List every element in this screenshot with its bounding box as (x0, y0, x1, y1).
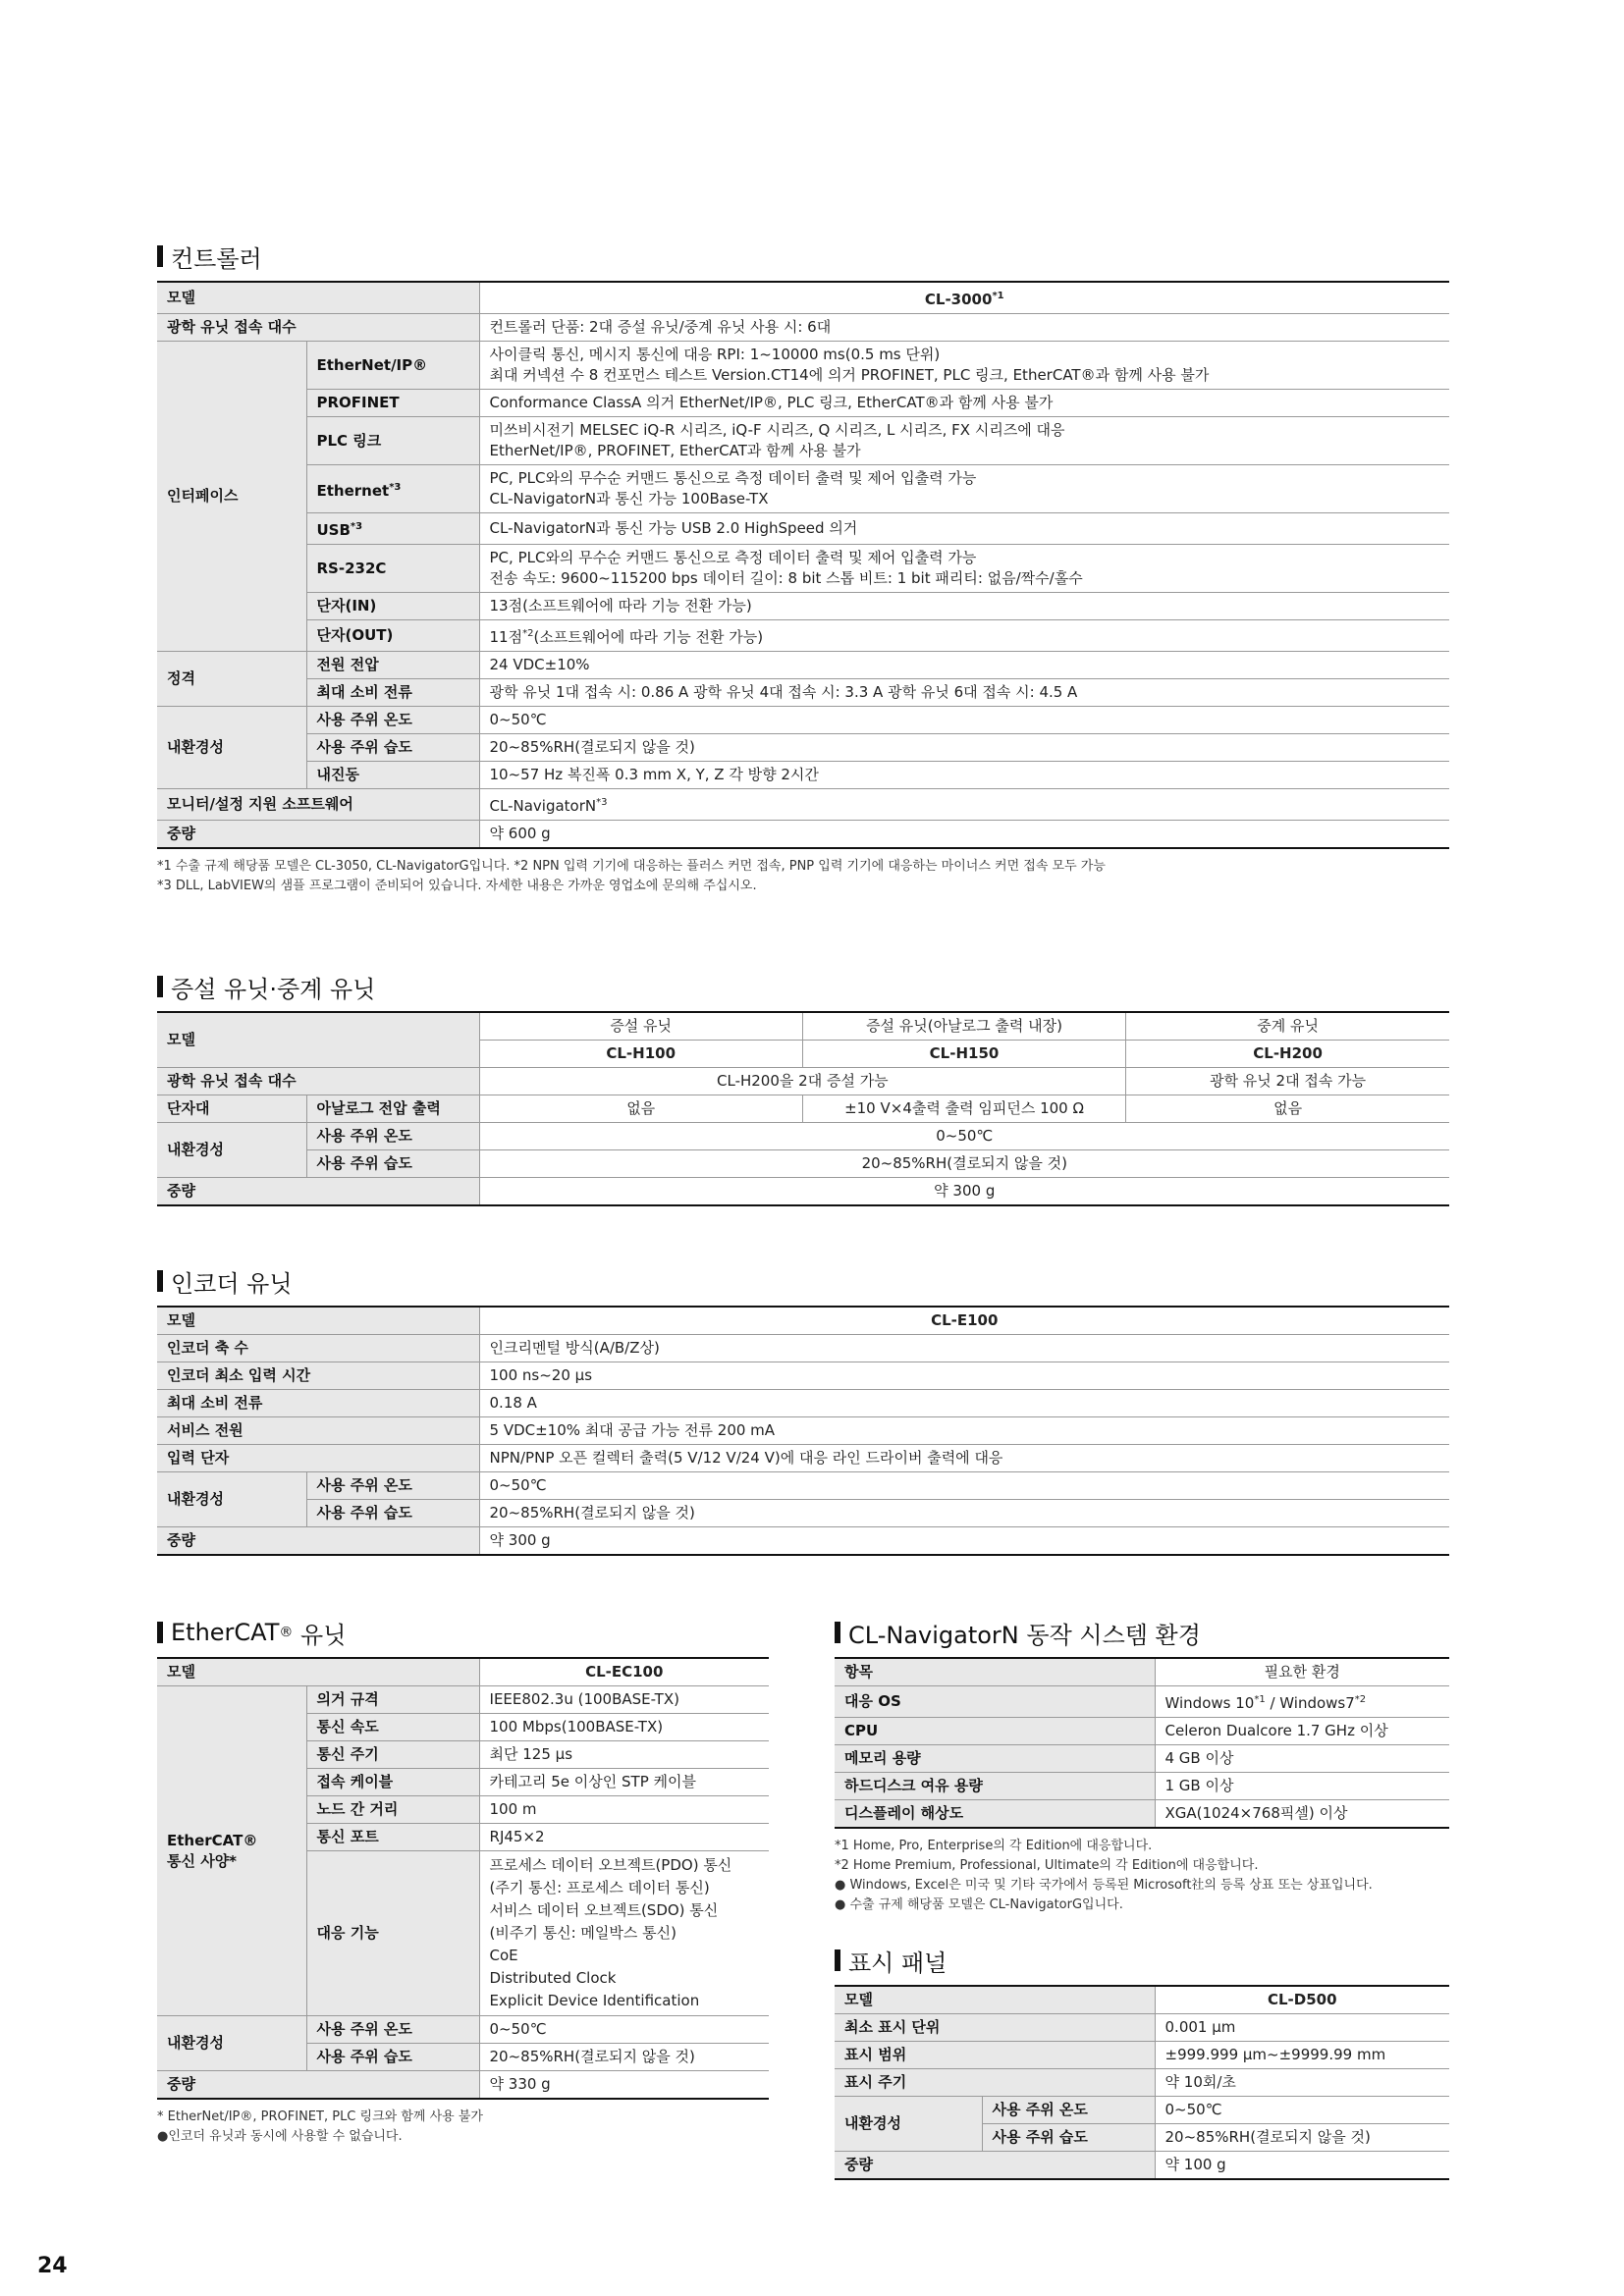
controller-notes: *1 수출 규제 해당품 모델은 CL-3050, CL-NavigatorG입니다. *2 NPN 입력 기기에 대응하는 플러스 커먼 접속, PNP 입력 기기에 대응하는 마이너스 커먼 접속 모두 가능 *3 DLL, LabVIEW의 샘플 프로그램이 준비되어 있습니다. 자세한 내용은 가까운 영업소에 문의해 주십시오. (157, 859, 1106, 893)
controller-title: 컨트롤러 (157, 241, 1449, 271)
encoder-title: 인코더 유닛 (157, 1266, 1449, 1296)
expansion-section (157, 972, 1449, 1206)
ethercat-section (157, 1618, 769, 2147)
ethercat-title: EtherCAT ® 유닛 (157, 1618, 769, 1647)
ethercat-notes: * EtherNet/IP®, PROFINET, PLC 링크와 함께 사용 불가 ●인코더 유닛과 동시에 사용할 수 없습니다. (157, 2109, 483, 2144)
navigator-section (835, 1618, 1449, 1915)
encoder-section (157, 1266, 1449, 1556)
display-panel-title: 표시 패널 (835, 1946, 1449, 1975)
title-bar (157, 245, 163, 267)
display-panel-table: 모델 CL-D500 최소 표시 단위 0.001 μm 표시 범위 ±999.999 μm~±9999.99 mm 표시 주기 약 10회/초 내환경성 사용 주위 온도 0~50℃ 사용 주위 습도 20~85%RH(결로되지 않을 것) 중량 약 100 g (835, 1985, 1449, 2180)
encoder-table: 모델 CL-E100 인코더 축 수 인크리멘털 방식(A/B/Z상) 인코더 최소 입력 시간 100 ns~20 μs 최대 소비 전류 0.18 A 서비스 전원 5 VDC±10% 최대 공급 가능 전류 200 mA 입력 단자 NPN/PNP 오픈 컬렉터 출력(5 V/12 V/24 V)에 대응 라인 드라이버 출력에 대응 내환경성 사용 주위 온도 0~50℃ 사용 주위 습도 20~85%RH(결로되지 않을 것) 중량 약 300 g (157, 1306, 1449, 1556)
model-label: 모델 (157, 282, 479, 314)
expansion-table: 모델 증설 유닛 증설 유닛(아날로그 출력 내장) 중계 유닛 CL-H100 CL-H150 CL-H200 광학 유닛 접속 대수 CL-H200을 2대 증설 가능 광학 유닛 2대 접속 가능 단자대 아날로그 전압 출력 없음 ±10 V×4출력 출력 임피던스 100 Ω 없음 내환경성 사용 주위 온도 0~50℃ 사용 주위 습도 20~85%RH(결로되지 않을 것) 중량 약 300 g (157, 1011, 1449, 1206)
ethercat-table: 모델 CL-EC100 EtherCAT® 통신 사양* 의거 규격 IEEE802.3u (100BASE-TX) 통신 속도 100 Mbps(100BASE-TX) 통신 주기 최단 125 μs 접속 케이블 카테고리 5e 이상인 STP 케이블 노드 간 거리 100 m 통신 포트 RJ45×2 대응 기능 프로세스 데이터 오브젝트(PDO) 통신 (주기 통신: 프로세스 데이터 통신) 서비스 데이터 오브젝트(SDO) 통신 (비주기 통신: 메일박스 통신) CoE Distributed Clock Explicit Device Identification 내환경성 사용 주위 온도 0~50℃ 사용 주위 습도 20~85%RH(결로되지 않을 것) 중량 약 330 g (157, 1657, 769, 2100)
navigator-title: CL-NavigatorN 동작 시스템 환경 (835, 1618, 1449, 1647)
controller-table: 모델 CL-3000$^{*1}$ 광학 유닛 접속 대수 컨트롤러 단품: 2대 증설 유닛/중계 유닛 사용 시: 6대 인터페이스 EtherNet/IP® 사이클릭 통신, 메시지 통신에 대응 RPI: 1~10000 ms(0.5 ms 단위) 최대 커넥션 수 8 컨포먼스 테스트 Version.CT14에 의거 PROFINET, PLC 링크, EtherCAT®과 함께 사용 불가 PROFINET Conformance ClassA 의거 EtherNet/IP®, PLC 링크, EtherCAT®과 함께 사용 불가 PLC 링크 미쓰비시전기 MELSEC iQ-R 시리즈, iQ-F 시리즈, Q 시리즈, L 시리즈, FX 시리즈에 대응 EtherNet/IP®, PROFINET, EtherCAT과 함께 사용 불가 Ethernet$^{*3}$ PC, PLC와의 무수순 커맨드 통신으로 측정 데이터 출력 및 제어 입출력 가능 CL-NavigatorN과 통신 가능 100Base-TX USB$^{*3}$ CL-NavigatorN과 통신 가능 USB 2.0 HighSpeed 의거 RS-232C PC, PLC와의 무수순 커맨드 통신으로 측정 데이터 출력 및 제어 입출력 가능 전송 속도: 9600~115200 bps 데이터 길이: 8 bit 스톱 비트: 1 bit 패리티: 없음/짝수/홀수 단자(IN) 13점(소프트웨어에 따라 기능 전환 가능) 단자(OUT) 11점$^{*2}$(소프트웨어에 따라 기능 전환 가능) 정격 전원 전압 24 VDC±10% 최대 소비 전류 광학 유닛 1대 접속 시: 0.86 A 광학 유닛 4대 접속 시: 3.3 A 광학 유닛 6대 접속 시: 4.5 A 내환경성 사용 주위 온도 0~50℃ 사용 주위 습도 20~85%RH(결로되지 않을 것) 내진동 10~57 Hz 복진폭 0.3 mm X, Y, Z 각 방향 2시간 모니터/설정 지원 소프트웨어 CL-NavigatorN$^{*3}$ 중량 약 600 g (157, 281, 1449, 849)
display-panel-section (835, 1946, 1449, 2180)
expansion-title: 증설 유닛·중계 유닛 (157, 972, 1449, 1001)
page-number: 24 (37, 2254, 68, 2278)
model-value: CL-3000$^{*1}$ (479, 282, 1449, 314)
controller-section (157, 241, 1449, 896)
navigator-notes: *1 Home, Pro, Enterprise의 각 Edition에 대응합니다. *2 Home Premium, Professional, Ultimate의 각 Edition에 대응합니다. ● Windows, Excel은 미국 및 기타 국가에서 등록된 Microsoft社의 등록 상표 또는 상표입니다. ● 수출 규제 해당품 모델은 CL-NavigatorG입니다. (835, 1839, 1373, 1912)
navigator-table: 항목 필요한 환경 대응 OS Windows 10$^{*1}$ / Windows7$^{*2}$ CPU Celeron Dualcore 1.7 GHz 이상 메모리 용량 4 GB 이상 하드디스크 여유 용량 1 GB 이상 디스플레이 해상도 XGA(1024×768픽셀) 이상 (835, 1657, 1449, 1829)
